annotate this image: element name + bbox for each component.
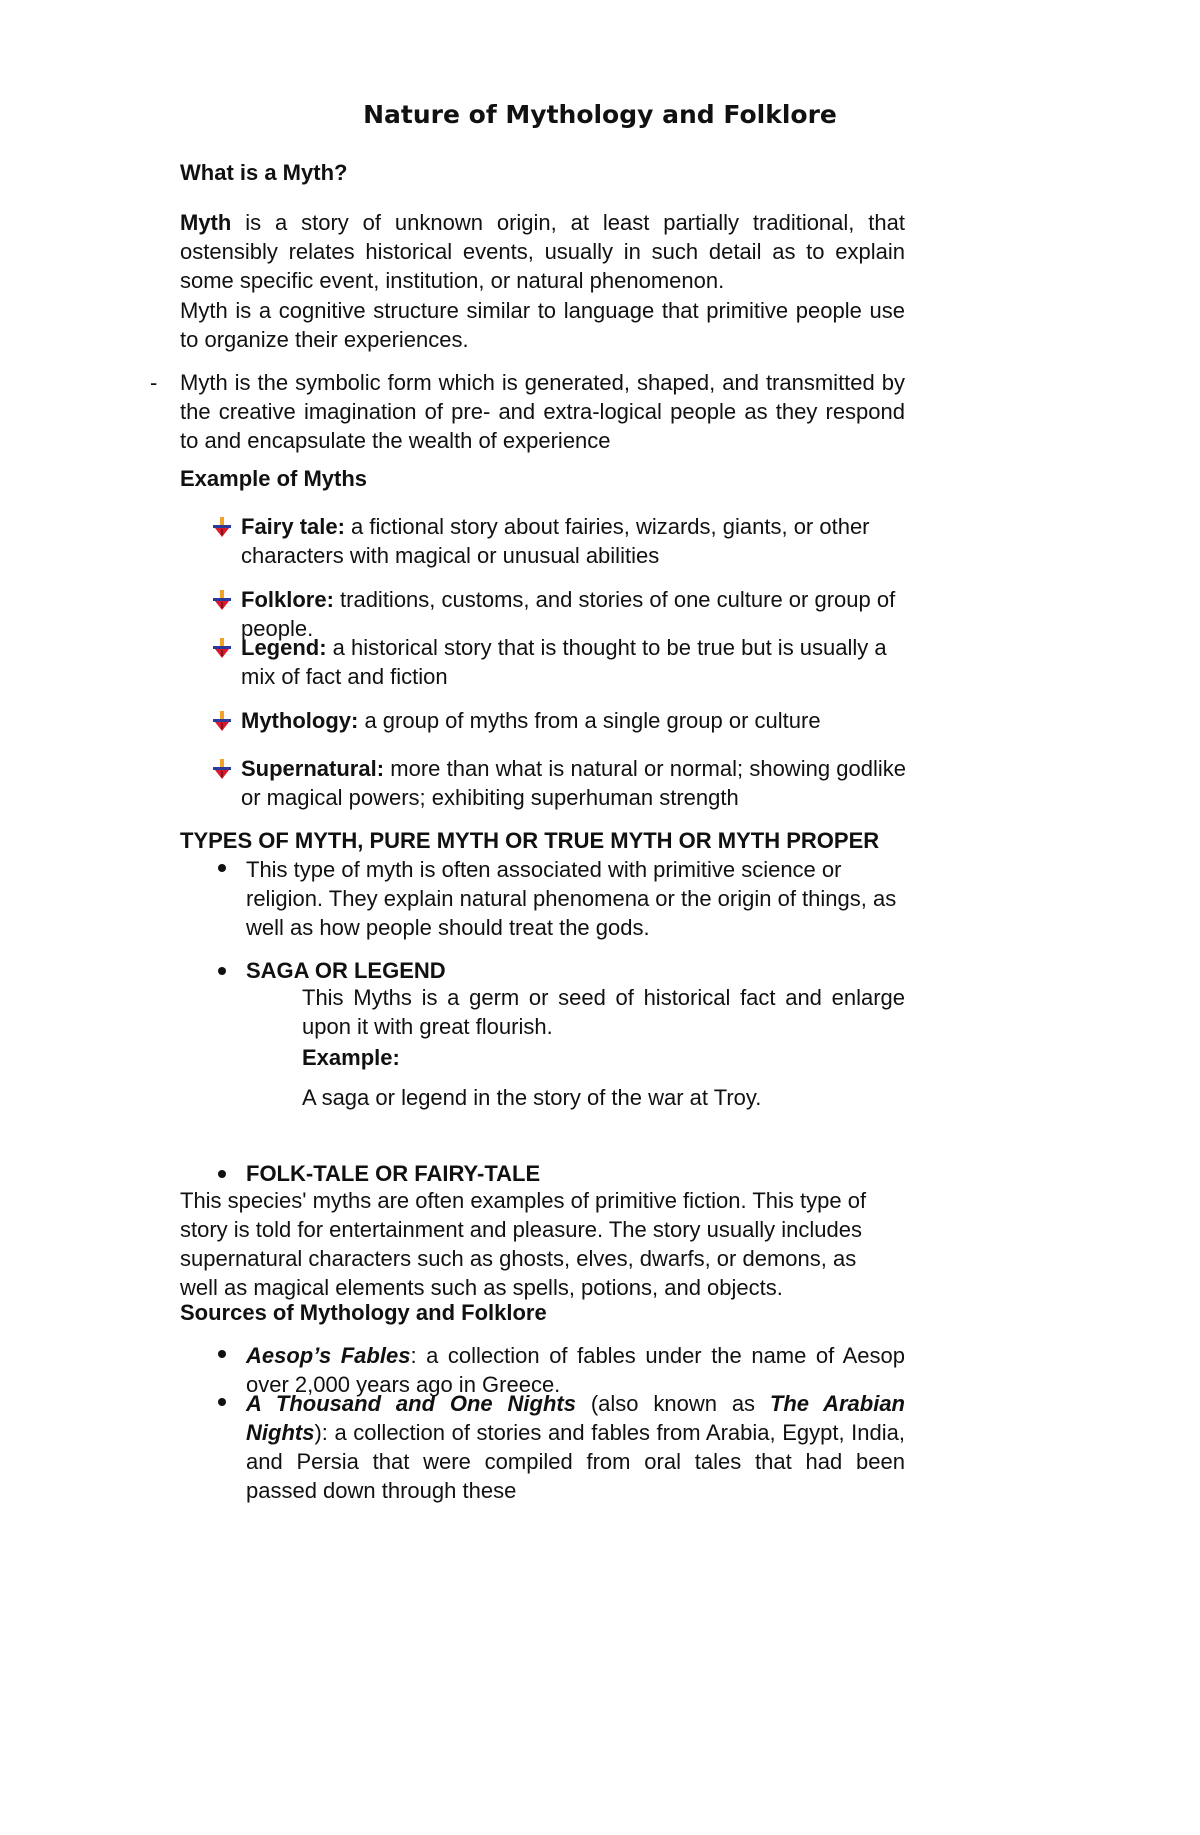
source-text: : a collection of fables under the name of Aesop over 2,000 years ago in Greece. <box>246 1343 906 1397</box>
bullet-dot <box>218 864 226 872</box>
arrow-bullet-icon <box>211 589 233 611</box>
what-is-myth-heading: What is a Myth? <box>180 160 348 185</box>
example-text: more than what is natural or normal; showing godlike or magical powers; exhibiting superhuman strength <box>241 756 906 810</box>
bullet-dot <box>218 1398 226 1406</box>
source-thousand-nights <box>246 1389 905 1505</box>
example-sep: : <box>319 635 327 660</box>
folktale-text: This species' myths are often examples of primitive fiction. This type of story is told for entertainment and pleasure. The story usually includes supernatural characters such as ghosts, elves, dwarfs, or demons, as well as magical elements such as spells, potions, and objects. <box>180 1188 867 1300</box>
saga-example-text: A saga or legend in the story of the war at Troy. <box>302 1085 762 1110</box>
example-term: Legend <box>241 635 320 660</box>
source-title: Aesop’s Fables <box>246 1343 411 1368</box>
example-sep: : <box>351 708 359 733</box>
example-sep: : <box>337 514 345 539</box>
document-title: Nature of Mythology and Folklore <box>363 100 837 129</box>
example-term: Supernatural <box>241 756 377 781</box>
folktale-heading: FOLK-TALE OR FAIRY-TALE <box>246 1161 541 1186</box>
dash-marker: - <box>150 370 158 395</box>
arrow-bullet-icon <box>211 637 233 659</box>
arrow-bullet-icon <box>211 710 233 732</box>
types-heading: TYPES OF MYTH, PURE MYTH OR TRUE MYTH OR MYTH PROPER <box>180 828 880 853</box>
example-term: Folklore <box>241 587 327 612</box>
saga-heading: SAGA OR LEGEND <box>246 958 446 983</box>
arrow-bullet-icon <box>211 516 233 538</box>
example-term: Mythology <box>241 708 351 733</box>
bullet-dot <box>218 1170 226 1178</box>
example-sep: : <box>326 587 334 612</box>
examples-heading: Example of Myths <box>180 466 368 491</box>
source-text: ): a collection of stories and fables from Arabia, Egypt, India, and Persia that were compiled from oral tales that had been passed down through these <box>246 1420 905 1503</box>
myth-definition-1-text: is a story of unknown origin, at least partially traditional, that ostensibly relates historical events, usually in such detail as to explain some specific event, institution, or natural phenomenon. <box>180 210 905 293</box>
sources-heading: Sources of Mythology and Folklore <box>180 1300 547 1325</box>
example-mythology <box>241 706 906 735</box>
saga-example-label: Example: <box>302 1045 400 1070</box>
myth-definition-3: Myth is the symbolic form which is generated, shaped, and transmitted by the creative imagination of pre- and extra-logical people as they respond to and encapsulate the wealth of experience <box>180 370 905 453</box>
example-term: Fairy tale <box>241 514 338 539</box>
example-fairy-tale <box>241 512 906 570</box>
source-alt-title: The Arabian Nights <box>246 1391 905 1445</box>
example-sep: : <box>376 756 385 781</box>
example-text: a group of myths from a single group or culture <box>358 708 821 733</box>
bullet-dot <box>218 967 226 975</box>
source-mid: (also known as <box>575 1391 770 1416</box>
example-legend <box>241 633 906 691</box>
bullet-dot <box>218 1350 226 1358</box>
example-supernatural <box>241 754 906 812</box>
saga-text: This Myths is a germ or seed of historical fact and enlarge upon it with great flourish. <box>302 985 905 1039</box>
arrow-bullet-icon <box>211 758 233 780</box>
example-text: a historical story that is thought to be true but is usually a mix of fact and fiction <box>241 635 887 689</box>
example-text: traditions, customs, and stories of one culture or group of people. <box>241 587 896 641</box>
myth-term: Myth <box>180 210 232 235</box>
myth-definition-1 <box>180 208 905 295</box>
pure-myth-text: This type of myth is often associated with primitive science or religion. They explain natural phenomena or the origin of things, as well as how people should treat the gods. <box>246 857 897 940</box>
source-title: A Thousand and One Nights <box>246 1391 576 1416</box>
myth-definition-2: Myth is a cognitive structure similar to language that primitive people use to organize their experiences. <box>180 298 905 352</box>
example-text: a fictional story about fairies, wizards, giants, or other characters with magical or unusual abilities <box>241 514 870 568</box>
